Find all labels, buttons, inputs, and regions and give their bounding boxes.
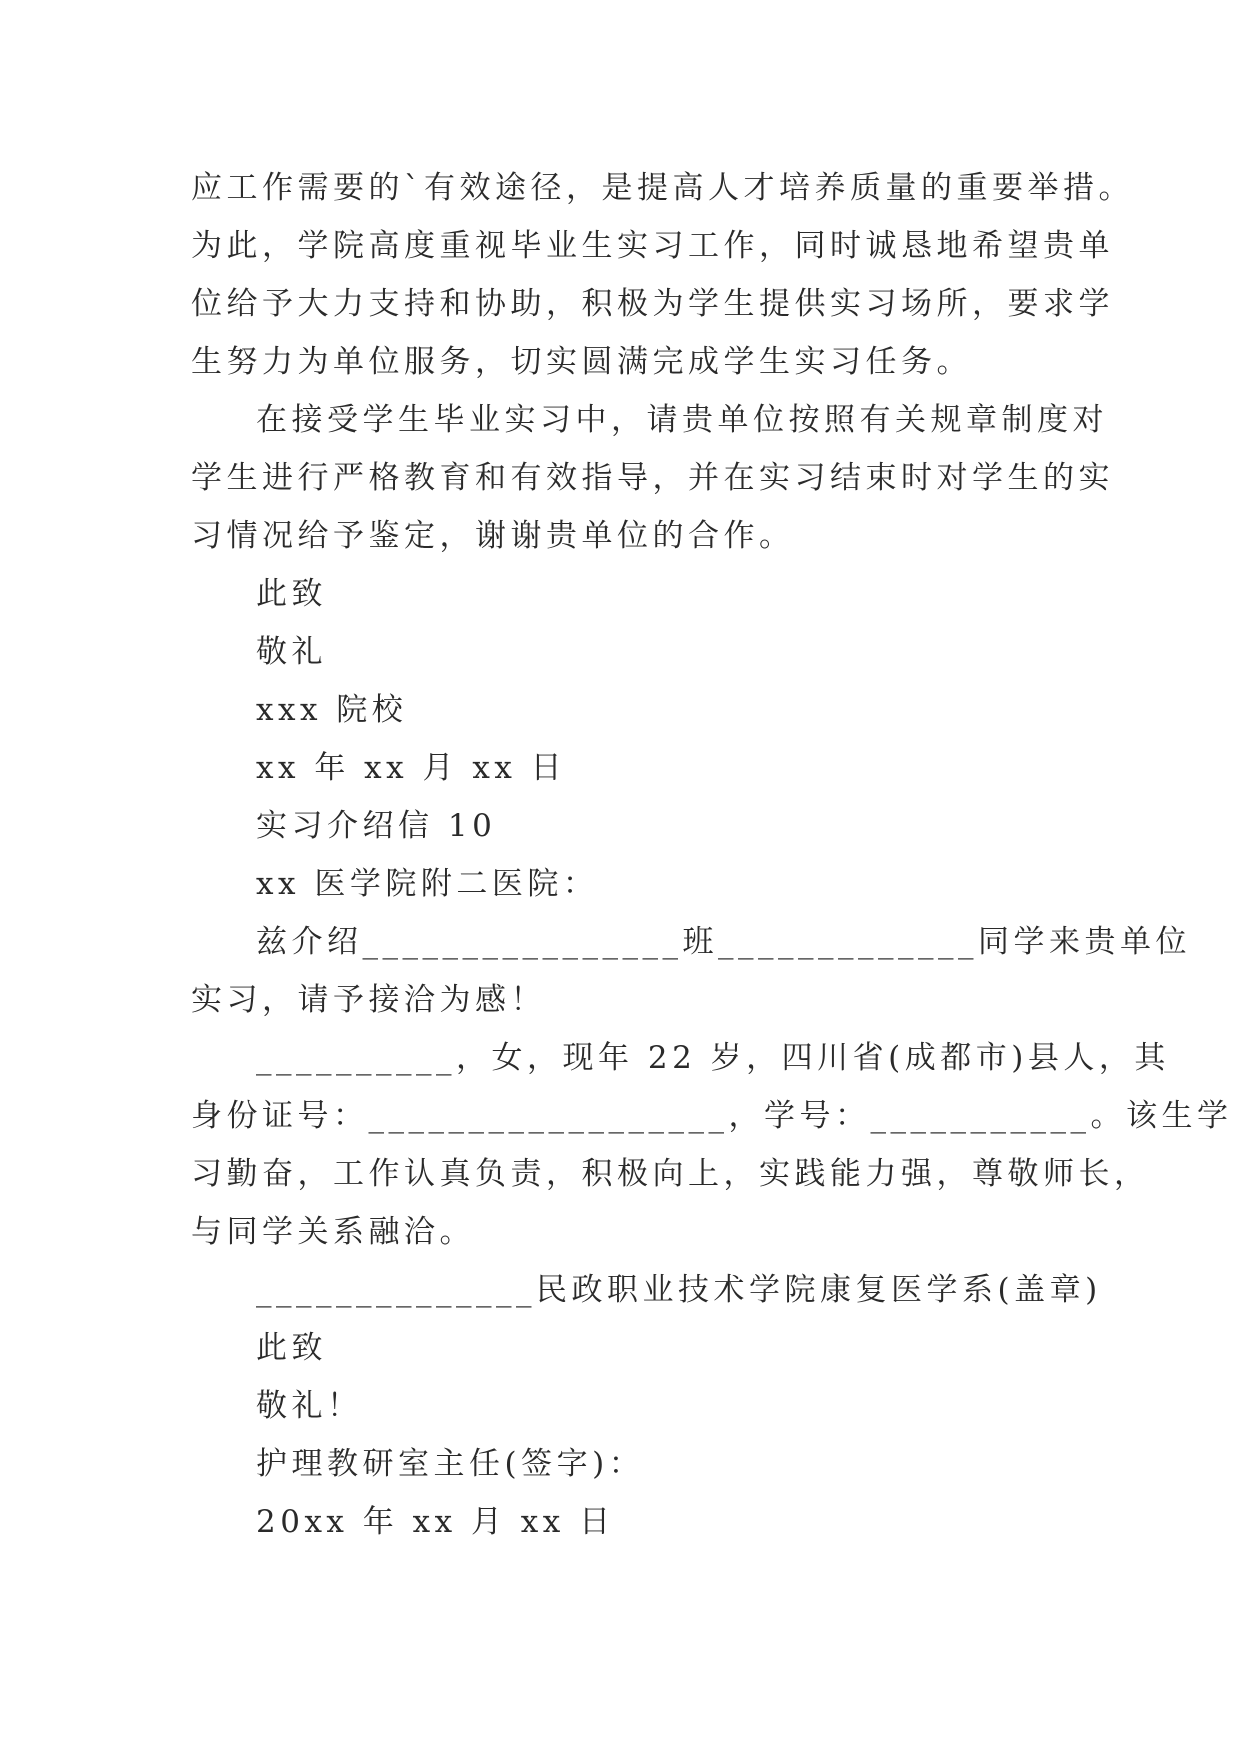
- closing-salutation-1: 此致: [256, 576, 327, 612]
- closing-salutation-2: 此致: [256, 1330, 327, 1366]
- recipient-line: xx 医学院附二医院：: [256, 866, 599, 902]
- student-info-line-1: __________，女，现年 22 岁，四川省(成都市)县人，其: [256, 1040, 1170, 1076]
- date-line-2: 20xx 年 xx 月 xx 日: [256, 1504, 615, 1540]
- body-line-6: 学生进行严格教育和有效指导，并在实习结束时对学生的实: [191, 460, 1114, 496]
- student-info-line-3: 习勤奋，工作认真负责，积极向上，实践能力强，尊敬师长，: [191, 1156, 1150, 1192]
- date-line-1: xx 年 xx 月 xx 日: [256, 750, 567, 786]
- signer-school: xxx 院校: [256, 692, 408, 728]
- body-line-3: 位给予大力支持和协助，积极为学生提供实习场所，要求学: [191, 286, 1114, 322]
- student-info-line-2: 身份证号：__________________，学号：___________。该生学: [191, 1098, 1233, 1134]
- student-info-line-4: 与同学关系融洽。: [191, 1214, 475, 1250]
- department-seal-line: ______________民政职业技术学院康复医学系(盖章): [256, 1272, 1102, 1308]
- body-line-4: 生努力为单位服务，切实圆满完成学生实习任务。: [191, 344, 972, 380]
- closing-regards-1: 敬礼: [256, 634, 327, 670]
- body-line-7: 习情况给予鉴定，谢谢贵单位的合作。: [191, 518, 795, 554]
- letter-heading: 实习介绍信 10: [256, 808, 497, 844]
- closing-regards-2: 敬礼！: [256, 1388, 363, 1424]
- intro-line-1: 兹介绍________________班_____________同学来贵单位: [256, 924, 1191, 960]
- signature-line: 护理教研室主任(签字)：: [256, 1446, 645, 1482]
- body-line-1: 应工作需要的`有效途径，是提高人才培养质量的重要举措。: [191, 170, 1134, 206]
- intro-line-2: 实习，请予接洽为感！: [191, 982, 546, 1018]
- body-line-5: 在接受学生毕业实习中，请贵单位按照有关规章制度对: [256, 402, 1108, 438]
- body-line-2: 为此，学院高度重视毕业生实习工作，同时诚恳地希望贵单: [191, 228, 1114, 264]
